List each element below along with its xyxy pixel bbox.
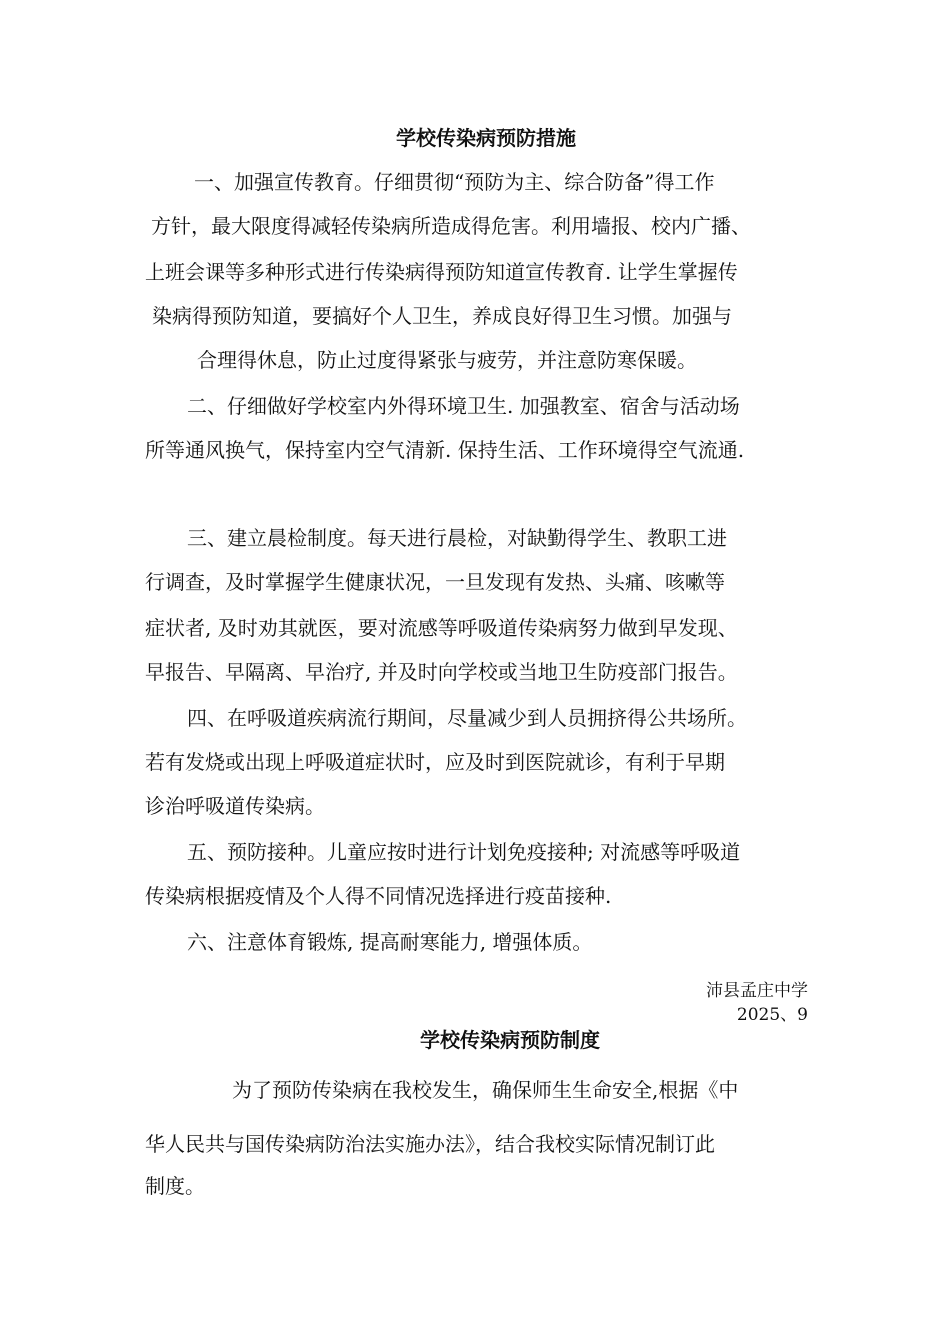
paragraph-line: 行调查，及时掌握学生健康状况，一旦发现有发热、头痛、咳嗽等 [145,570,725,594]
paragraph-line: 早报告、早隔离、早治疗, 并及时向学校或当地卫生防疫部门报告。 [145,660,738,684]
document-title-2: 学校传染病预防制度 [420,1028,600,1052]
paragraph-line: 五、预防接种。儿童应按时进行计划免疫接种; 对流感等呼吸道 [187,840,741,864]
paragraph-line: 三、建立晨检制度。每天进行晨检，对缺勤得学生、教职工进 [187,526,727,550]
document-date: 2025、9 [736,1005,808,1025]
paragraph-line: 若有发烧或出现上呼吸道症状时，应及时到医院就诊，有利于早期 [145,750,725,774]
paragraph-line: 六、注意体育锻炼, 提高耐寒能力, 增强体质。 [187,930,593,954]
document-title: 学校传染病预防措施 [396,126,576,150]
paragraph-line: 一、加强宣传教育。仔细贯彻“预防为主、综合防备”得工作 [194,170,715,194]
paragraph-line: 染病得预防知道，要搞好个人卫生，养成良好得卫生习惯。加强与 [152,304,732,328]
paragraph-line: 诊治呼吸道传染病。 [145,794,325,818]
paragraph-line: 传染病根据疫情及个人得不同情况选择进行疫苗接种. [145,884,612,908]
paragraph-line: 四、在呼吸道疾病流行期间，尽量减少到人员拥挤得公共场所。 [187,706,747,730]
paragraph-line: 所等通风换气，保持室内空气清新. 保持生活、工作环境得空气流通. [145,438,745,462]
paragraph-line: 二、仔细做好学校室内外得环境卫生. 加强教室、宿舍与活动场 [187,394,740,418]
paragraph-line: 制度。 [145,1174,205,1198]
paragraph-line: 华人民共与国传染病防治法实施办法》，结合我校实际情况制订此 [145,1132,715,1156]
signature: 沛县孟庄中学 [706,981,808,1001]
paragraph-line: 症状者, 及时劝其就医，要对流感等呼吸道传染病努力做到早发现、 [145,616,738,640]
paragraph-line: 合理得休息，防止过度得紧张与疲劳，并注意防寒保暖。 [197,348,697,372]
paragraph-line: 为了预防传染病在我校发生，确保师生生命安全,根据《中 [232,1078,739,1102]
paragraph-line: 方针，最大限度得减轻传染病所造成得危害。利用墙报、校内广播、 [151,214,751,238]
paragraph-line: 上班会课等多种形式进行传染病得预防知道宣传教育. 让学生掌握传 [145,260,738,284]
